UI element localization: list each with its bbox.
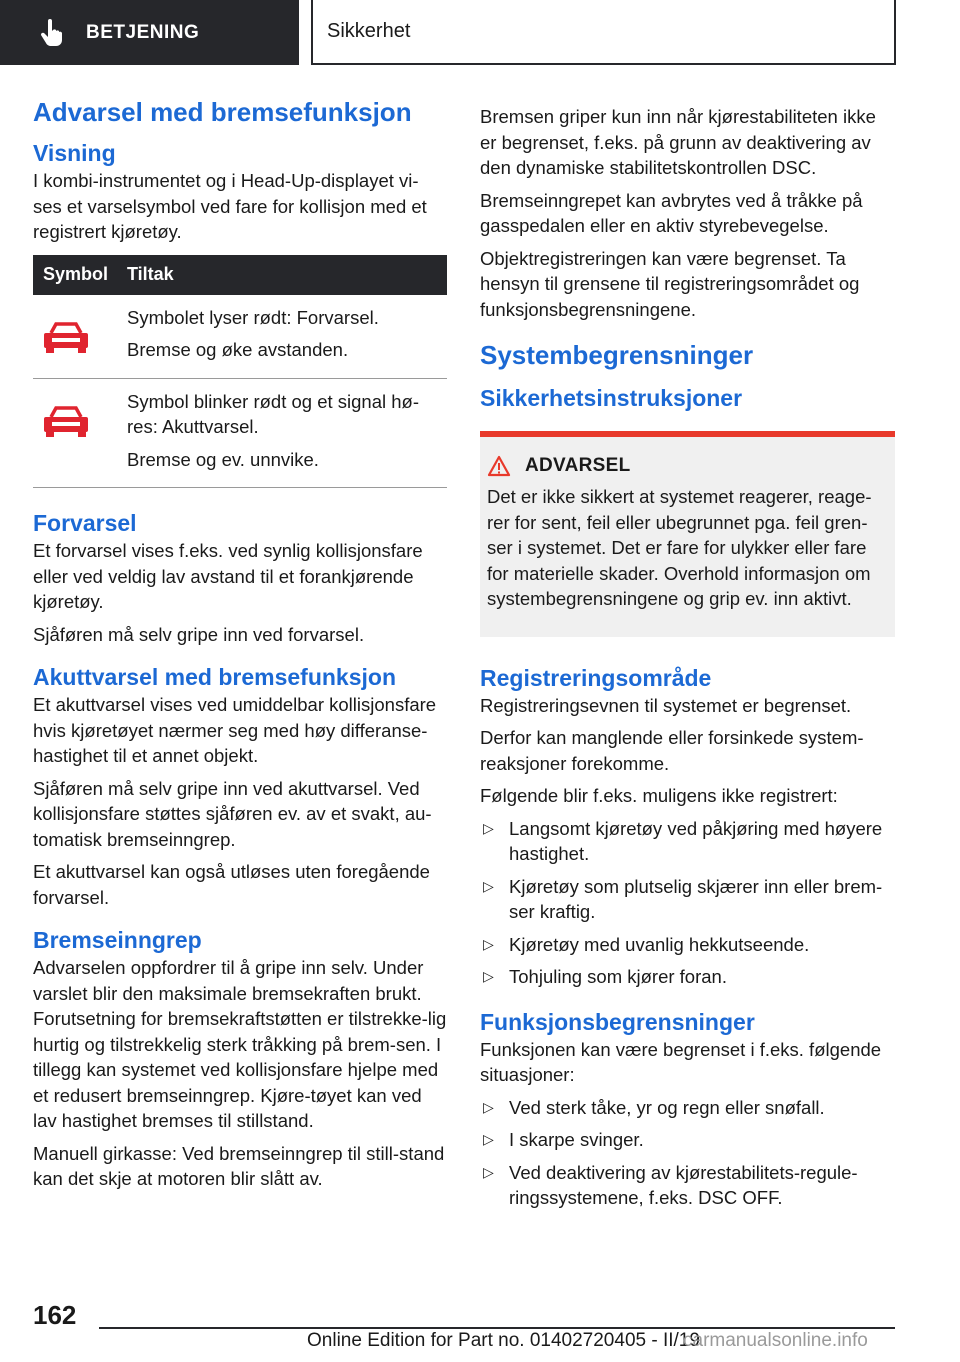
list-item: ▷ Langsomt kjøretøy ved påkjøring med høyere hastighet. <box>483 817 883 864</box>
akutt-text-2: Sjåføren må selv gripe inn ved akuttvarsel. Ved kollisjonsfare støttes sjåføren ev. av et svakt, au-tomatisk bremseinngrep. <box>33 777 432 850</box>
car-warning-icon <box>41 321 91 355</box>
forvarsel-text-1: Et forvarsel vises f.eks. ved synlig kollisjonsfare eller ved veldig lav avstand til et forankjørende kjøretøy. <box>33 540 423 612</box>
reg-text-2: Derfor kan manglende eller forsinkede system-reaksjoner forekomme. <box>480 727 864 774</box>
symbol-table <box>33 255 447 489</box>
heading-sikkerhetsinstruksjoner: Sikkerhetsinstruksjoner <box>480 385 743 411</box>
heading-bremseinngrep: Bremseinngrep <box>33 927 202 953</box>
funk-text-1: Funksjonen kan være begrenset i f.eks. følgende situasjoner: <box>480 1038 882 1085</box>
triangle-bullet-icon: ▷ <box>483 1163 494 1180</box>
list-item: ▷ Kjøretøy med uvanlig hekkutseende. <box>480 932 895 958</box>
section-tab[interactable] <box>0 0 299 65</box>
reg-text-1: Registreringsevnen til systemet er begrenset. <box>480 694 852 716</box>
car-warning-icon <box>41 405 91 439</box>
row-action-line2: Bremse og ev. unnvike. <box>127 448 319 470</box>
footer-divider <box>99 1327 895 1329</box>
list-item: ▷ I skarpe svinger. <box>480 1127 895 1153</box>
warning-box <box>480 431 895 637</box>
heading-visning: Visning <box>33 140 116 166</box>
list-item: ▷ Kjøretøy som plutselig skjærer inn eller brem-ser kraftig. <box>483 875 883 922</box>
triangle-bullet-icon: ▷ <box>483 935 494 952</box>
right-text-1: Bremsen griper kun inn når kjørestabiliteten ikke er begrenset, f.eks. på grunn av deaktivering av den dynamiske stabilitetskontrollen DSC. <box>480 106 876 178</box>
triangle-bullet-icon: ▷ <box>483 1131 494 1147</box>
brems-text-2: Manuell girkasse: Ved bremseinngrep til still-stand kan det skje at motoren blir slått av. <box>33 1142 445 1189</box>
left-column <box>33 96 447 1199</box>
section-tab-label: BETJENING <box>86 21 200 43</box>
triangle-bullet-icon: ▷ <box>483 1098 494 1115</box>
warning-triangle-icon <box>487 455 511 477</box>
triangle-bullet-icon: ▷ <box>483 968 494 984</box>
table-header-symbol: Symbol <box>33 255 127 295</box>
list-item: ▷ Tohjuling som kjører foran. <box>480 964 895 990</box>
warning-label: ADVARSEL <box>525 455 631 476</box>
triangle-bullet-icon: ▷ <box>483 877 494 894</box>
heading-funksjonsbegrensninger: Funksjonsbegrensninger <box>480 1008 755 1035</box>
heading-akuttvarsel: Akuttvarsel med bremsefunksjon <box>33 664 397 690</box>
page-title: Advarsel med bremsefunksjon <box>33 97 412 127</box>
heading-registreringsomrade: Registreringsområde <box>480 664 712 691</box>
list-item: ▷ Ved deaktivering av kjørestabilitets-regule-ringssystemene, f.eks. DSC OFF. <box>483 1161 858 1208</box>
heading-forvarsel: Forvarsel <box>33 510 137 536</box>
reg-text-3: Følgende blir f.eks. muligens ikke registrert: <box>480 785 838 806</box>
table-row <box>33 295 447 379</box>
akutt-text-3: Et akuttvarsel kan også utløses uten foregående forvarsel. <box>33 861 430 908</box>
hand-pointer-icon <box>40 19 66 47</box>
right-text-2: Bremseinngrepet kan avbrytes ved å tråkke på gasspedalen eller en aktiv styrebevegelse. <box>480 189 863 236</box>
watermark-link[interactable]: carmanualsonline.info <box>683 1330 868 1351</box>
right-column <box>480 104 895 1218</box>
warning-text: Det er ikke sikkert at systemet reagerer, reage-rer for sent, feil eller ubegrunnet pga. feil gren-ser i systemet. Det er fare for ulykker eller fare for materielle skader. Overhold informasjon om systembegrensningene og grip ev. inn aktivt. <box>487 486 872 609</box>
reg-list <box>480 816 895 990</box>
triangle-bullet-icon: ▷ <box>483 819 494 836</box>
visning-text: I kombi-instrumentet og i Head-Up-displayet vi-ses et varselsymbol ved fare for kollisjon med et registrert kjøretøy. <box>33 170 427 242</box>
list-item: ▷ Ved sterk tåke, yr og regn eller snøfall. <box>480 1095 895 1121</box>
section-title: Sikkerhet <box>311 0 896 65</box>
table-header-tiltak: Tiltak <box>127 255 447 295</box>
row-action-line1: Symbol blinker rødt og et signal hø-res: Akuttvarsel. <box>127 390 420 437</box>
heading-systembegrensninger: Systembegrensninger <box>480 340 754 370</box>
brems-text-1: Advarselen oppfordrer til å gripe inn selv. Under varslet blir den maksimale bremsekraften brukt. Forutsetning for bremsekraftstøtten er tilstrekke-lig hurtig og tilstrekkelig sterk tråkking på brem-sen. I tillegg kan systemet ved kollisjonsfare hjelpe med et redusert bremseinngrep. Kjøre-tøyet kan ved lav hastighet bremses til stillstand. <box>33 957 447 1131</box>
funk-list <box>480 1095 895 1211</box>
row-action-line2: Bremse og øke avstanden. <box>127 339 349 360</box>
right-text-3: Objektregistreringen kan være begrenset. Ta hensyn til grensene til registreringsområdet og funksjonsbegrensningene. <box>480 247 860 320</box>
akutt-text-1: Et akuttvarsel vises ved umiddelbar kollisjonsfare hvis kjøretøyet nærmer seg med høy differanse-hastighet til et annet objekt. <box>33 694 437 766</box>
forvarsel-text-2: Sjåføren må selv gripe inn ved forvarsel. <box>33 623 365 645</box>
row-action-line1: Symbolet lyser rødt: Forvarsel. <box>127 306 379 328</box>
edition-text: Online Edition for Part no. 01402720405 - II/19 <box>307 1330 700 1351</box>
page-number: 162 <box>33 1300 77 1330</box>
table-row <box>33 378 447 488</box>
